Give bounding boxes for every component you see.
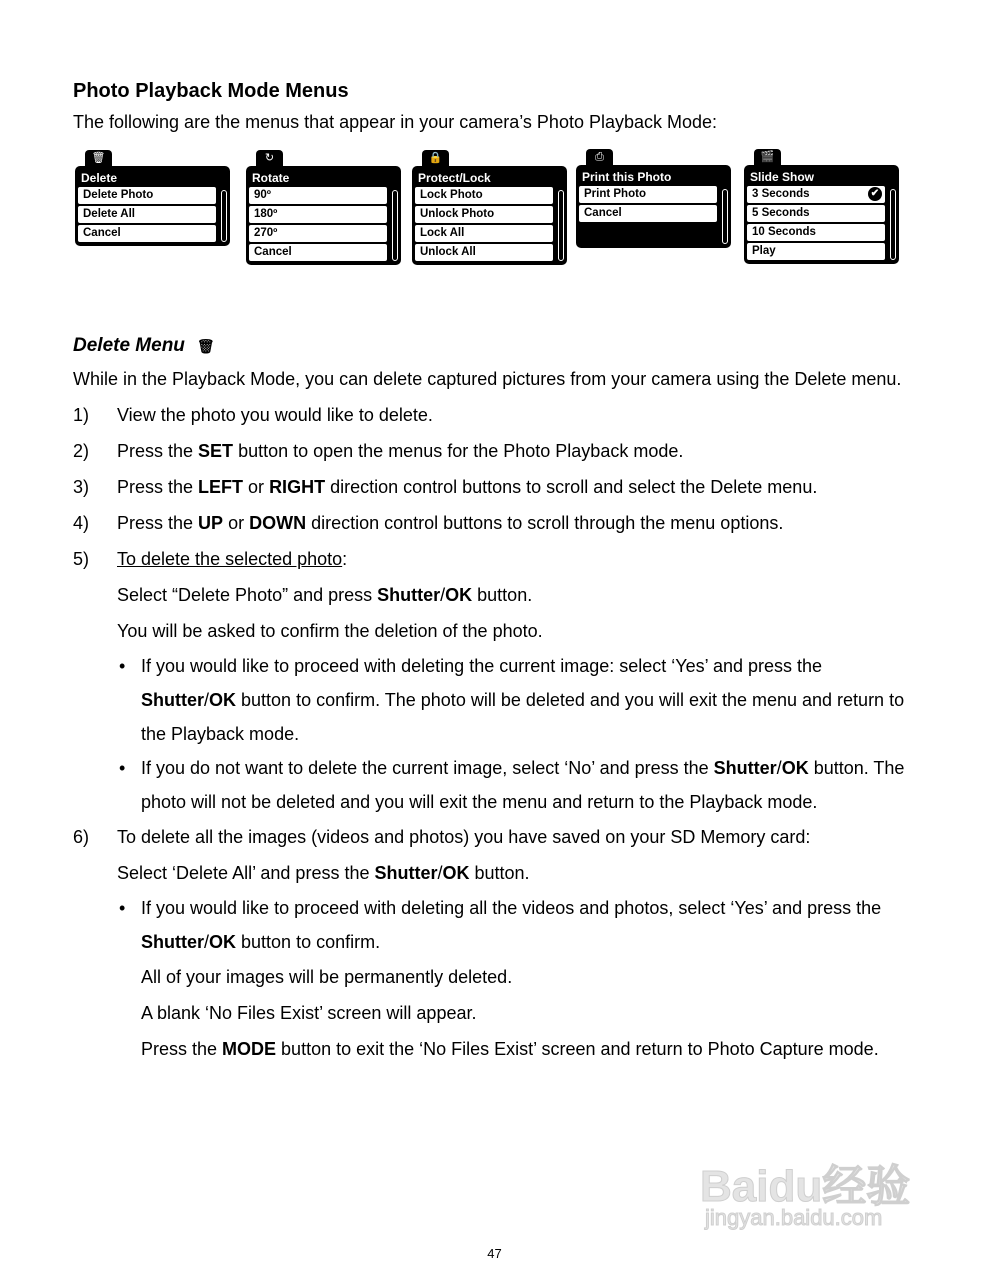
text-run: / xyxy=(204,690,210,710)
step-number: 6) xyxy=(73,827,90,847)
menu-item-label: Cancel xyxy=(83,227,121,239)
instructions xyxy=(73,362,913,1067)
menu-title: Slide Show xyxy=(750,170,815,184)
menu-panel xyxy=(246,166,401,265)
menu-panel xyxy=(75,166,230,246)
text-run: Press the xyxy=(141,1039,223,1059)
delete-menu-heading xyxy=(73,335,215,357)
text-run: RIGHT xyxy=(269,477,326,497)
trash-icon: 🗑 xyxy=(85,150,112,168)
page-number: 47 xyxy=(487,1246,502,1261)
menu-title: Print this Photo xyxy=(582,170,672,184)
menu-item[interactable] xyxy=(78,225,216,242)
menu-item[interactable] xyxy=(249,187,387,204)
bullet-item xyxy=(73,751,913,819)
text-run: : xyxy=(342,549,348,569)
text-run: direction control buttons to scroll through the menu options. xyxy=(306,513,784,533)
text-run: OK xyxy=(209,932,237,952)
step-number: 1) xyxy=(73,405,90,425)
text-run: Shutter xyxy=(713,758,777,778)
menu-item[interactable] xyxy=(747,205,885,222)
text-run: Press the xyxy=(117,477,199,497)
text-run: SET xyxy=(198,441,234,461)
text-run: Shutter xyxy=(141,932,204,952)
bullet-item xyxy=(73,649,913,751)
menu-item-label: Play xyxy=(752,245,776,257)
step-number: 5) xyxy=(73,549,90,569)
menu-item[interactable] xyxy=(747,186,885,203)
menu-panel xyxy=(744,165,899,264)
menu-item[interactable] xyxy=(78,187,216,204)
menu-item[interactable] xyxy=(415,206,553,223)
menu-title: Rotate xyxy=(252,171,290,185)
menu-item-label: 90º xyxy=(254,189,271,201)
menu-item-label: Cancel xyxy=(584,207,622,219)
menu-item[interactable] xyxy=(415,225,553,242)
text-run: Press the xyxy=(117,513,199,533)
checkmark-icon: ✔ xyxy=(868,187,882,201)
step-number: 3) xyxy=(73,477,90,497)
bullet-icon: • xyxy=(119,898,126,918)
numbered-step xyxy=(73,397,913,433)
menu-item[interactable] xyxy=(78,206,216,223)
text-run: OK xyxy=(442,863,470,883)
printer-icon: ⎙ xyxy=(586,149,613,167)
numbered-step xyxy=(73,505,913,541)
bullet-icon: • xyxy=(119,656,126,676)
menu-item-label: Delete All xyxy=(83,208,135,220)
watermark-url: jingyan.baidu.com xyxy=(705,1205,883,1230)
text-run: View the photo you would like to delete. xyxy=(117,405,433,425)
menu-item-label: Lock Photo xyxy=(420,189,483,201)
text-run: OK xyxy=(781,758,809,778)
text-run: If you would like to proceed with deleting all the videos and photos, select ‘Yes’ and press the xyxy=(141,898,882,918)
text-run: / xyxy=(776,758,782,778)
paragraph xyxy=(73,855,913,891)
text-run: You will be asked to confirm the deletion of the photo. xyxy=(117,621,543,641)
text-run: DOWN xyxy=(249,513,307,533)
menu-item[interactable] xyxy=(249,225,387,242)
text-run: If you would like to proceed with deleting the current image: select ‘Yes’ and press the xyxy=(141,656,823,676)
text-run: button to exit the ‘No Files Exist’ screen and return to Photo Capture mode. xyxy=(276,1039,879,1059)
text-run: To delete all the images (videos and photos) you have saved on your SD Memory card: xyxy=(117,827,811,847)
text-run: button. xyxy=(469,863,530,883)
paragraph xyxy=(73,362,913,397)
menu-item-label: 180º xyxy=(254,208,278,220)
paragraph xyxy=(73,959,913,995)
scrollbar xyxy=(558,190,564,261)
menu-item[interactable] xyxy=(415,244,553,261)
text-run: / xyxy=(440,585,446,605)
text-run: OK xyxy=(445,585,473,605)
section-title: Photo Playback Mode Menus xyxy=(73,80,349,102)
scrollbar xyxy=(221,190,227,242)
text-run: OK xyxy=(209,690,237,710)
step-number: 4) xyxy=(73,513,90,533)
text-run: Shutter xyxy=(374,863,438,883)
text-run: LEFT xyxy=(198,477,244,497)
lock-icon: 🔒 xyxy=(422,150,449,168)
menu-item-label: 270º xyxy=(254,227,278,239)
scrollbar xyxy=(392,190,398,261)
text-run: MODE xyxy=(222,1039,277,1059)
menu-item-label: 3 Seconds xyxy=(752,188,810,200)
menu-panel xyxy=(576,165,731,248)
scrollbar xyxy=(722,189,728,244)
text-run: button to confirm. xyxy=(236,932,381,952)
menu-item[interactable] xyxy=(415,187,553,204)
text-run: or xyxy=(223,513,250,533)
menu-item-label: Print Photo xyxy=(584,188,646,200)
paragraph xyxy=(73,613,913,649)
paragraph xyxy=(73,577,913,613)
text-run: / xyxy=(437,863,443,883)
scrollbar xyxy=(890,189,896,260)
heading-text: Delete Menu xyxy=(73,335,185,356)
menu-item-label: Unlock Photo xyxy=(420,208,495,220)
trash-icon: 🗑 xyxy=(196,338,215,354)
text-run: button to open the menus for the Photo Playback mode. xyxy=(233,441,684,461)
menu-title: Delete xyxy=(81,171,118,185)
menu-panel xyxy=(412,166,567,265)
text-run: button. xyxy=(472,585,533,605)
numbered-step xyxy=(73,541,913,577)
bullet-icon: • xyxy=(119,758,126,778)
text-run: A blank ‘No Files Exist’ screen will appear. xyxy=(141,1003,477,1023)
menu-item-label: 10 Seconds xyxy=(752,226,816,238)
text-run: direction control buttons to scroll and select the Delete menu. xyxy=(325,477,818,497)
menu-item-label: Delete Photo xyxy=(83,189,154,201)
menu-item[interactable] xyxy=(579,186,717,203)
paragraph xyxy=(73,1031,913,1067)
bullet-item xyxy=(73,891,913,959)
text-run: button. The photo will not be deleted and you will exit the menu and return to the Playback mode. xyxy=(141,758,905,812)
menu-item-label: Lock All xyxy=(420,227,465,239)
menu-item[interactable] xyxy=(249,206,387,223)
intro-text: The following are the menus that appear in your camera’s Photo Playback Mode: xyxy=(73,112,718,132)
paragraph xyxy=(73,995,913,1031)
text-run: button to confirm. The photo will be deleted and you will exit the menu and return to the Playback mode. xyxy=(141,690,905,744)
text-run: Shutter xyxy=(377,585,441,605)
menu-item[interactable] xyxy=(747,224,885,241)
text-run: All of your images will be permanently deleted. xyxy=(141,967,513,987)
text-run: If you do not want to delete the current image, select ‘No’ and press the xyxy=(141,758,714,778)
text-run: Shutter xyxy=(141,690,204,710)
text-run: Select “Delete Photo” and press xyxy=(117,585,378,605)
menu-item[interactable] xyxy=(579,205,717,222)
menu-item[interactable] xyxy=(747,243,885,260)
menu-item-label: Unlock All xyxy=(420,246,476,258)
step-number: 2) xyxy=(73,441,90,461)
text-run: / xyxy=(204,932,210,952)
menu-item-label: 5 Seconds xyxy=(752,207,810,219)
rotate-icon: ↻ xyxy=(256,150,283,168)
menu-item-label: Cancel xyxy=(254,246,292,258)
text-run: Select ‘Delete All’ and press the xyxy=(117,863,375,883)
text-run: or xyxy=(243,477,270,497)
watermark-logo: Baidu经验 xyxy=(700,1162,911,1211)
text-run: UP xyxy=(198,513,224,533)
text-run: While in the Playback Mode, you can delete captured pictures from your camera using the Delete menu. xyxy=(73,369,902,389)
text-run: To delete the selected photo xyxy=(117,549,343,569)
numbered-step xyxy=(73,469,913,505)
numbered-step xyxy=(73,433,913,469)
slideshow-icon: 🎬 xyxy=(754,149,781,167)
menu-title: Protect/Lock xyxy=(418,171,491,185)
numbered-step xyxy=(73,819,913,855)
text-run: Press the xyxy=(117,441,199,461)
menu-item[interactable] xyxy=(249,244,387,261)
